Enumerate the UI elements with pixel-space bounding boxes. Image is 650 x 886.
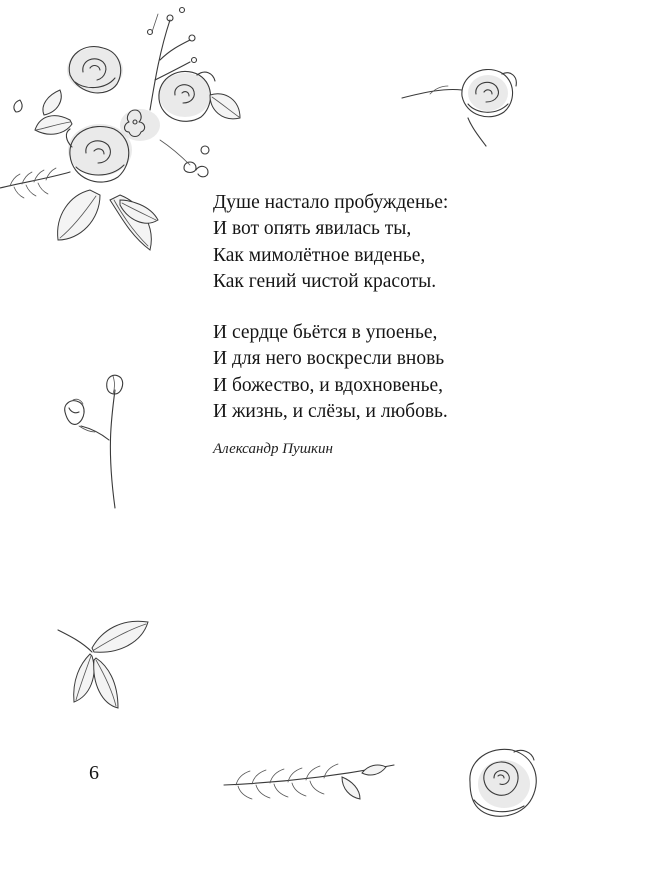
rose-bloom-illustration (462, 742, 547, 827)
rosebud-stem-illustration (55, 370, 135, 510)
poem-line: Как гений чистой красоты. (213, 270, 437, 292)
poem-stanza-2 (213, 320, 543, 425)
poem-author: Александр Пушкин (213, 441, 333, 457)
rose-bloom-drawing (462, 742, 547, 827)
leaves-drawing (50, 610, 155, 715)
poem-line: И божество, и вдохновенье, (213, 374, 444, 396)
fern-sprig-drawing (222, 755, 397, 810)
rose-sprig-illustration (400, 58, 525, 153)
poem-line: Как мимолётное виденье, (213, 244, 426, 266)
poem-line: И жизнь, и слёзы, и любовь. (213, 401, 448, 423)
leaves-illustration (50, 610, 155, 715)
poem-line: И сердце бьётся в упоенье, (213, 322, 438, 344)
rose-sprig-drawing (400, 58, 525, 153)
rose-bouquet-illustration (0, 0, 240, 270)
rose-bouquet-drawing (0, 0, 240, 270)
poem (213, 190, 543, 450)
poem-line: И вот опять явилась ты, (213, 218, 412, 240)
rosebud-stem-drawing (55, 370, 135, 510)
poem-line: И для него воскресли вновь (213, 348, 445, 370)
fern-sprig-illustration (222, 755, 397, 810)
poem-line: Душе настало пробужденье: (213, 192, 449, 213)
page-number: 6 (89, 762, 99, 784)
poem-stanza-1 (213, 190, 543, 295)
